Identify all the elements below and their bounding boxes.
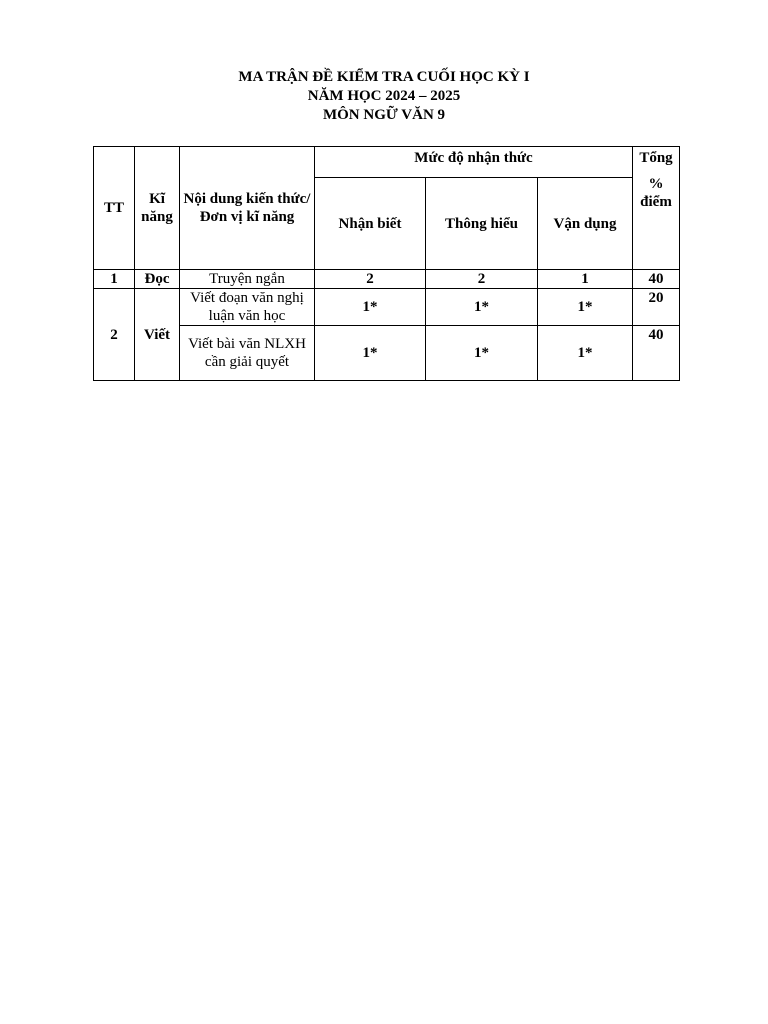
- header-thong-hieu: Thông hiểu: [426, 178, 538, 270]
- cell-nhan-biet: 1*: [315, 289, 426, 326]
- header-tong-label: Tổng: [639, 150, 673, 166]
- cell-thong-hieu: 1*: [426, 326, 538, 381]
- header-row-1: [94, 147, 680, 178]
- cell-nhan-biet: 2: [315, 270, 426, 289]
- header-diem-label: % điểm: [640, 176, 672, 210]
- cell-thong-hieu: 2: [426, 270, 538, 289]
- table-row: [94, 289, 680, 326]
- exam-matrix-table: [93, 146, 680, 381]
- cell-van-dung: 1*: [538, 289, 633, 326]
- cell-noi-dung: Truyện ngắn: [180, 270, 315, 289]
- header-tt: TT: [94, 147, 135, 270]
- document-title: [0, 68, 768, 125]
- cell-nhan-biet: 1*: [315, 326, 426, 381]
- cell-tong: 20: [633, 289, 680, 326]
- header-tong: [633, 147, 680, 270]
- title-line-2: NĂM HỌC 2024 – 2025: [307, 88, 461, 104]
- cell-van-dung: 1: [538, 270, 633, 289]
- title-line-3: MÔN NGỮ VĂN 9: [322, 107, 446, 123]
- header-van-dung: Vận dụng: [538, 178, 633, 270]
- cell-noi-dung: Viết đoạn văn nghị luận văn học: [180, 289, 315, 326]
- table-row: [94, 270, 680, 289]
- cell-tong: 40: [633, 270, 680, 289]
- cell-ki-nang: Viết: [135, 289, 180, 381]
- cell-noi-dung: Viết bài văn NLXH cần giải quyết: [180, 326, 315, 381]
- header-ki-nang: Kĩ năng: [135, 147, 180, 270]
- cell-tt: 1: [94, 270, 135, 289]
- title-line-1: MA TRẬN ĐỀ KIỂM TRA CUỐI HỌC KỲ I: [238, 69, 530, 85]
- header-noi-dung: Nội dung kiến thức/Đơn vị kĩ năng: [180, 147, 315, 270]
- cell-tt: 2: [94, 289, 135, 381]
- table-row: [94, 326, 680, 381]
- header-muc-do: Mức độ nhận thức: [315, 147, 633, 178]
- header-nhan-biet: Nhận biết: [315, 178, 426, 270]
- cell-tong: 40: [633, 326, 680, 381]
- cell-van-dung: 1*: [538, 326, 633, 381]
- cell-thong-hieu: 1*: [426, 289, 538, 326]
- cell-ki-nang: Đọc: [135, 270, 180, 289]
